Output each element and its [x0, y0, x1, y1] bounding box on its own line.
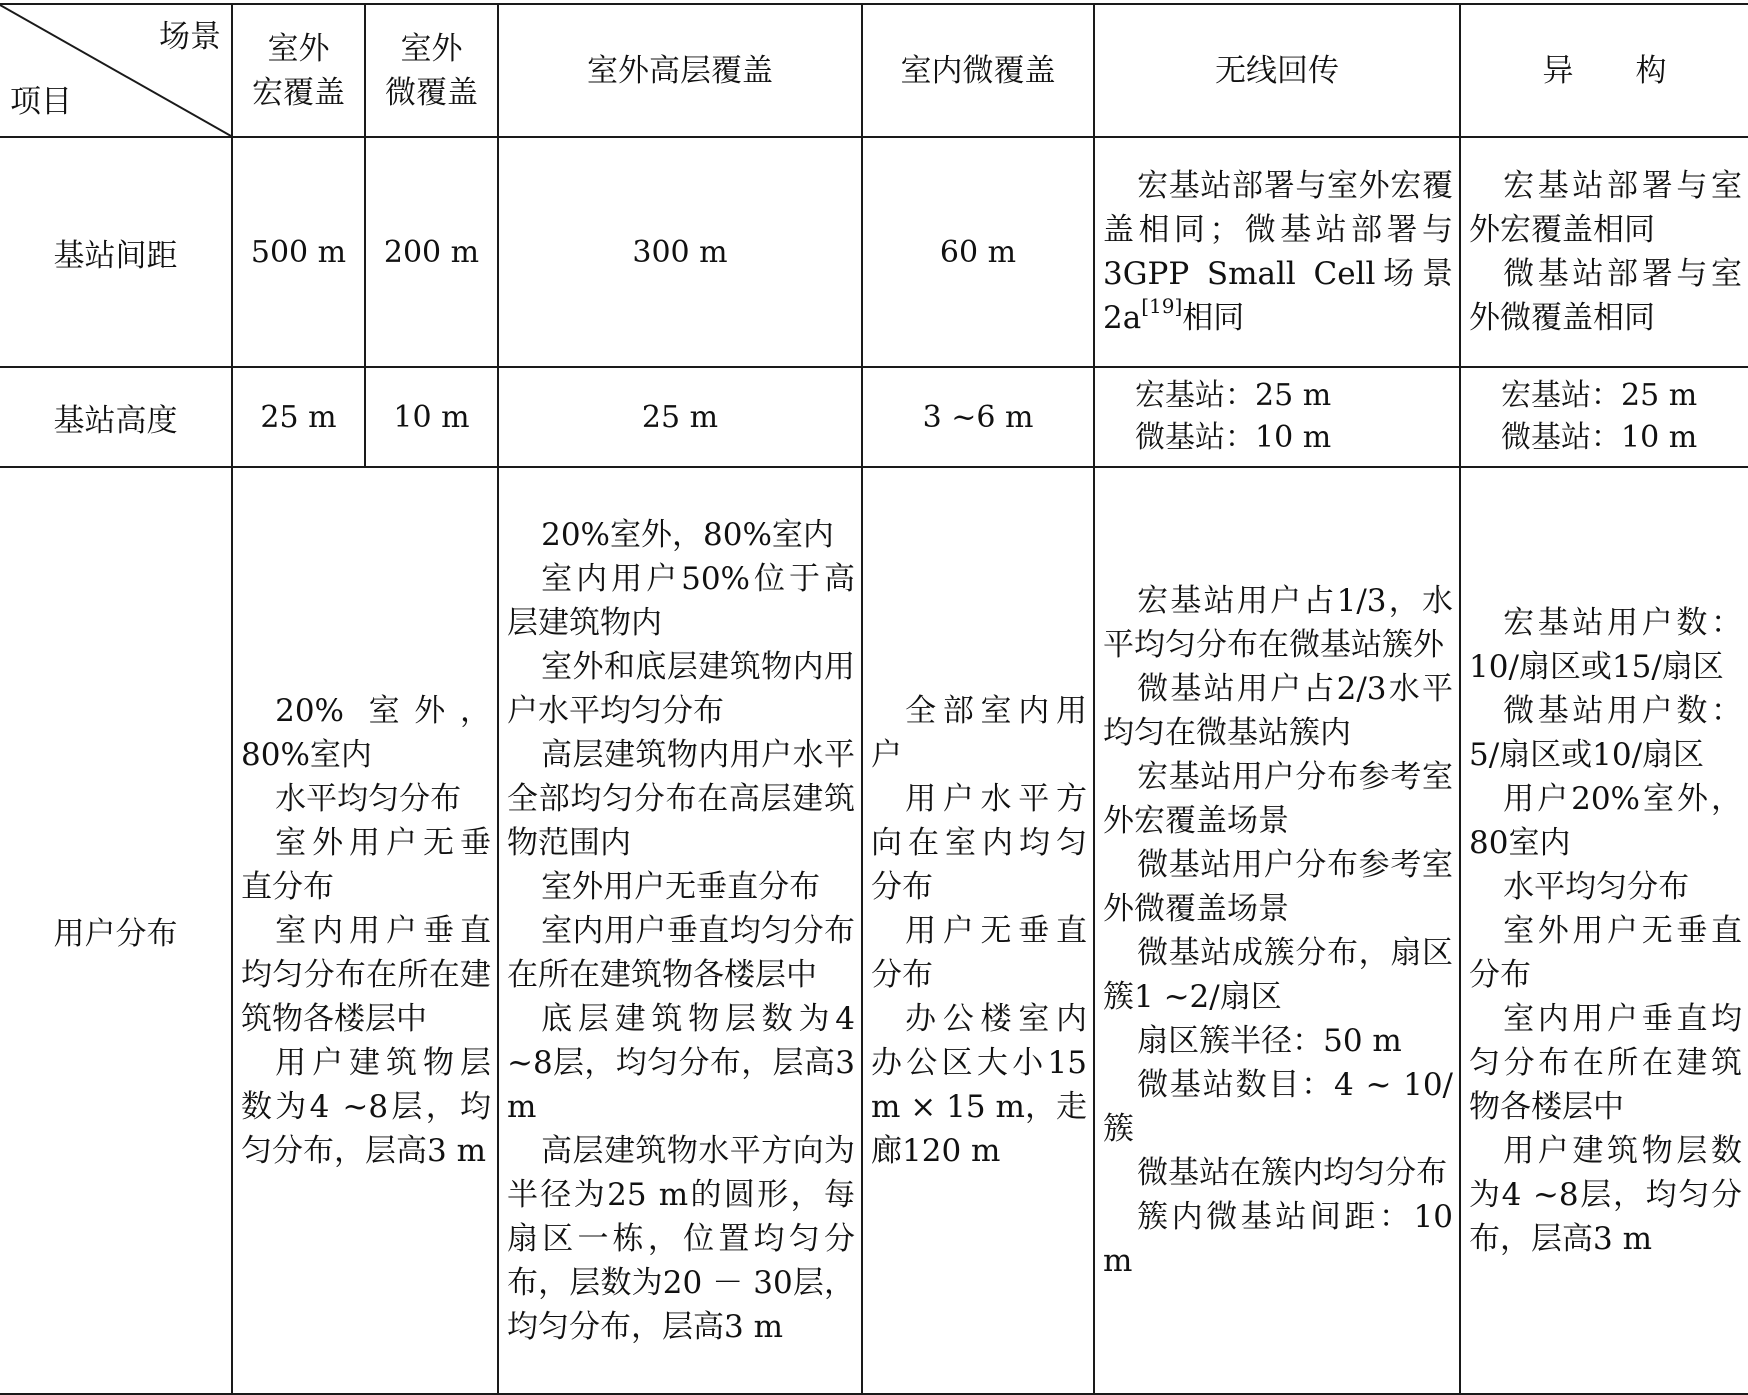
- cell-height-macro: 25 m: [232, 367, 365, 467]
- col-header-outdoor-micro: 室外 微覆盖: [365, 4, 498, 137]
- corner-header-cell: [0, 4, 232, 137]
- col-header-wireless-backhaul: 无线回传: [1094, 4, 1460, 137]
- cell-height-hetero: 宏基站：25 m 微基站：10 m: [1460, 367, 1748, 467]
- cell-spacing-indoor: 60 m: [862, 137, 1094, 367]
- col-header-heterogeneous: 异 构: [1460, 4, 1748, 137]
- row-user-distribution: [0, 467, 1748, 1394]
- header-row: [0, 4, 1748, 137]
- cell-spacing-highrise: 300 m: [498, 137, 862, 367]
- row-station-spacing: [0, 137, 1748, 367]
- cell-spacing-micro: 200 m: [365, 137, 498, 367]
- cell-users-macro-micro: 20% 室外，80%室内 水平均匀分布 室外用户无垂直分布 室内用户垂直均匀分布在所在建筑物各楼层中 用户建筑物层数为4 ~8层，均匀分布，层高3 m: [232, 467, 498, 1394]
- cell-users-highrise: 20%室外，80%室内 室内用户50%位于高层建筑物内 室外和底层建筑物内用户水平均匀分布 高层建筑物内用户水平全部均匀分布在高层建筑物范围内 室外用户无垂直分布 室内用户垂直均匀分布在所在建筑物各楼层中 底层建筑物层数为4 ~8层，均匀分布，层高3 m 高层建筑物水平方向为半径为25 m的圆形，每扇区一栋，位置均匀分布，层数为20 － 30层，均匀分布，层高3 m: [498, 467, 862, 1394]
- corner-label-scene: 场景: [159, 19, 221, 55]
- cell-height-indoor: 3 ~6 m: [862, 367, 1094, 467]
- row-label-users: 用户分布: [0, 467, 232, 1394]
- corner-label-item: 项目: [10, 84, 72, 120]
- cell-spacing-hetero: 宏基站部署与室外宏覆盖相同 微基站部署与室外微覆盖相同: [1460, 137, 1748, 367]
- row-station-height: [0, 367, 1748, 467]
- cell-users-backhaul: 宏基站用户占1/3，水平均匀分布在微基站簇外 微基站用户占2/3水平均匀在微基站簇内 宏基站用户分布参考室外宏覆盖场景 微基站用户分布参考室外微覆盖场景 微基站成簇分布，扇区簇1 ~2/扇区 扇区簇半径：50 m 微基站数目：4 ~ 10/簇 微基站在簇内均匀分布 簇内微基站间距：10 m: [1094, 467, 1460, 1394]
- cell-spacing-backhaul: 宏基站部署与室外宏覆盖相同；微基站部署与3GPP Small Cell场景2a[19]相同: [1094, 137, 1460, 367]
- cell-height-micro: 10 m: [365, 367, 498, 467]
- row-label-spacing: 基站间距: [0, 137, 232, 367]
- cell-users-hetero: 宏基站用户数：10/扇区或15/扇区 微基站用户数：5/扇区或10/扇区 用户20%室外，80室内 水平均匀分布 室外用户无垂直分布 室内用户垂直均匀分布在所在建筑物各楼层中 用户建筑物层数为4 ~8层，均匀分布，层高3 m: [1460, 467, 1748, 1394]
- cell-height-backhaul: 宏基站：25 m 微基站：10 m: [1094, 367, 1460, 467]
- col-header-outdoor-highrise: 室外高层覆盖: [498, 4, 862, 137]
- row-label-height: 基站高度: [0, 367, 232, 467]
- scenario-parameter-table: [0, 3, 1748, 1395]
- col-header-indoor-micro: 室内微覆盖: [862, 4, 1094, 137]
- col-header-outdoor-macro: 室外 宏覆盖: [232, 4, 365, 137]
- citation-ref: [19]: [1141, 294, 1183, 318]
- cell-spacing-macro: 500 m: [232, 137, 365, 367]
- cell-users-indoor: 全部室内用户 用户水平方向在室内均匀分布 用户无垂直分布 办公楼室内办公区大小15 m × 15 m，走廊120 m: [862, 467, 1094, 1394]
- cell-height-highrise: 25 m: [498, 367, 862, 467]
